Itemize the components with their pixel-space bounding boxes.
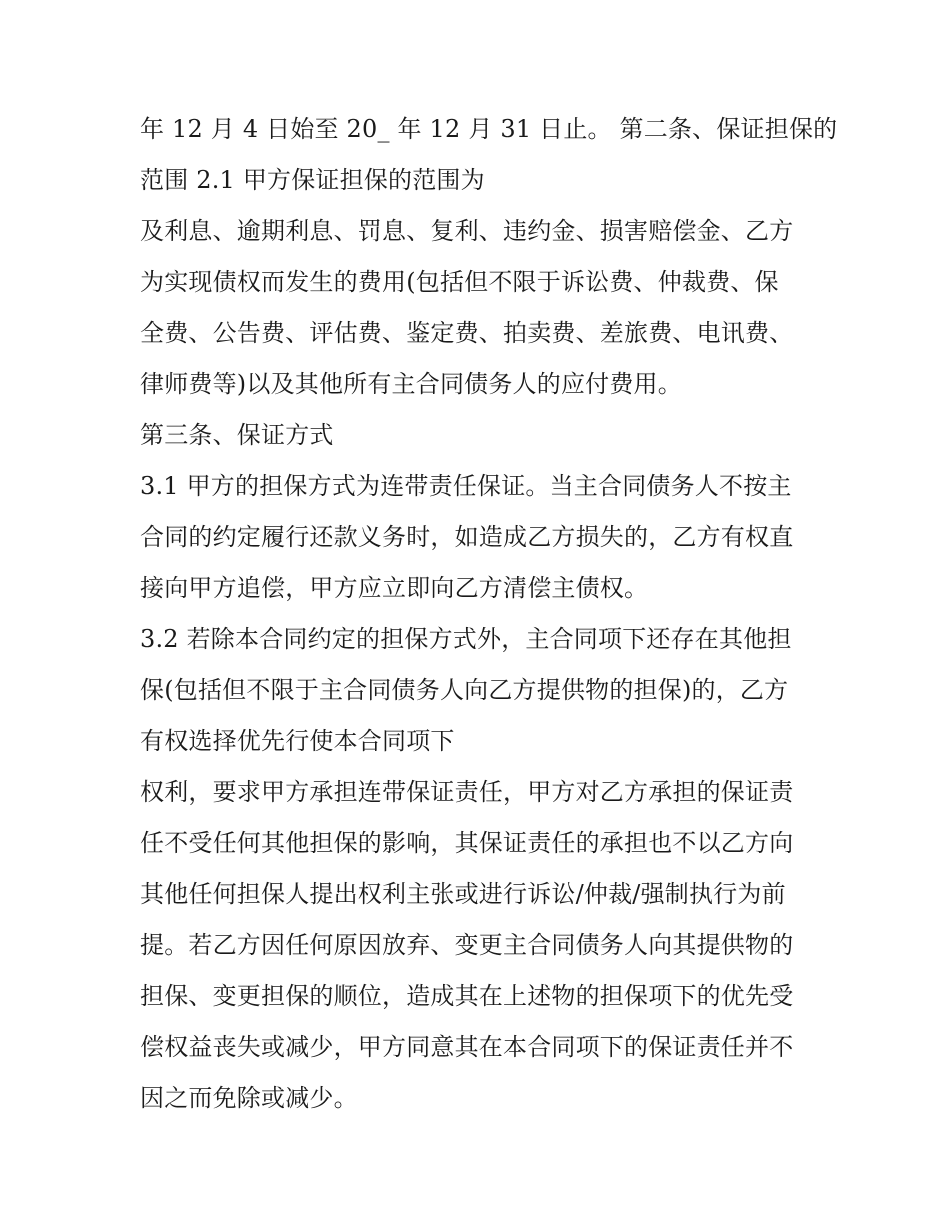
text-line: 3.2 若除本合同约定的担保方式外，主合同项下还存在其他担 bbox=[140, 625, 792, 653]
text-line: 范围 2.1 甲方保证担保的范围为 bbox=[140, 166, 485, 194]
text-line: 因之而免除或减少。 bbox=[140, 1084, 358, 1112]
text-line: 偿权益丧失或减少，甲方同意其在本合同项下的保证责任并不 bbox=[140, 1033, 794, 1061]
text-line: 及利息、逾期利息、罚息、复利、违约金、损害赔偿金、乙方 bbox=[140, 217, 794, 245]
text-line: 提。若乙方因任何原因放弃、变更主合同债务人向其提供物的 bbox=[140, 931, 794, 959]
text-line: 全费、公告费、评估费、鉴定费、拍卖费、差旅费、电讯费、 bbox=[140, 319, 794, 347]
text-line: 为实现债权而发生的费用(包括但不限于诉讼费、仲裁费、保 bbox=[140, 268, 779, 296]
text-line: 年 12 月 4 日始至 20_ 年 12 月 31 日止。 第二条、保证担保的 bbox=[140, 115, 838, 143]
text-line: 担保、变更担保的顺位，造成其在上述物的担保项下的优先受 bbox=[140, 982, 794, 1010]
text-line: 接向甲方追偿，甲方应立即向乙方清偿主债权。 bbox=[140, 574, 649, 602]
document-body bbox=[140, 104, 838, 1124]
text-line: 3.1 甲方的担保方式为连带责任保证。当主合同债务人不按主 bbox=[140, 472, 792, 500]
text-line: 有权选择优先行使本合同项下 bbox=[140, 727, 455, 755]
text-line: 任不受任何其他担保的影响，其保证责任的承担也不以乙方向 bbox=[140, 829, 794, 857]
text-line: 权利，要求甲方承担连带保证责任，甲方对乙方承担的保证责 bbox=[140, 778, 794, 806]
section-heading: 第三条、保证方式 bbox=[140, 421, 334, 449]
text-line: 其他任何担保人提出权利主张或进行诉讼/仲裁/强制执行为前 bbox=[140, 880, 786, 908]
text-line: 合同的约定履行还款义务时，如造成乙方损失的，乙方有权直 bbox=[140, 523, 794, 551]
text-line: 保(包括但不限于主合同债务人向乙方提供物的担保)的，乙方 bbox=[140, 676, 789, 704]
text-line: 律师费等)以及其他所有主合同债务人的应付费用。 bbox=[140, 370, 682, 398]
